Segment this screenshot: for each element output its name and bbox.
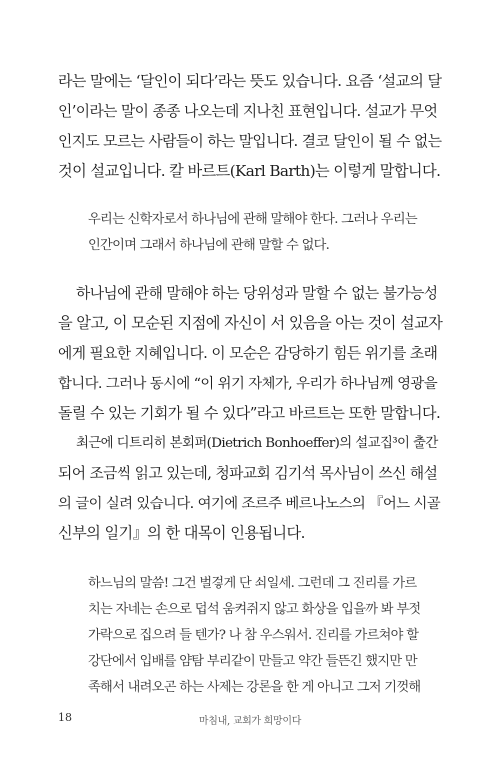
text-line: 최근에 디트리히 본회퍼(Dietrich Bonhoeffer)의 설교집³이 출간 [76, 436, 438, 451]
quote-line: 치는 자네는 손으로 덥석 움켜쥐지 않고 화상을 입을까 봐 부젓 [88, 602, 421, 617]
text-line: 하나님에 관해 말해야 하는 당위성과 말할 수 없는 불가능성 [76, 285, 438, 302]
quote-line: 가락으로 집으려 들 텐가? 나 참 우스워서. 진리를 가르쳐야 할 [88, 628, 419, 643]
text-line: 을 알고, 이 모순된 지점에 자신이 서 있음을 아는 것이 설교자 [58, 314, 443, 332]
quote-line: 족해서 내려오곤 하는 사제는 강론을 한 게 아니고 그저 기껏해 [88, 680, 421, 695]
text-line: 것이 설교입니다. 칼 바르트(Karl Barth)는 이렇게 말합니다. [58, 162, 441, 180]
text-line: 에게 필요한 지혜입니다. 이 모순은 감당하기 힘든 위기를 초래 [58, 345, 438, 362]
quote-line: 우리는 신학자로서 하나님에 관해 말해야 한다. 그러나 우리는 [88, 212, 417, 227]
page-number: 18 [58, 711, 72, 724]
text-line: 라는 말에는 ‘달인이 되다’라는 뜻도 있습니다. 요즘 ‘설교의 달 [58, 72, 442, 90]
quote-line: 인간이며 그래서 하나님에 관해 말할 수 없다. [88, 238, 330, 253]
quote-line: 강단에서 입배를 얌탐 부리같이 만들고 약간 들뜬긴 했지만 만 [88, 654, 417, 669]
text-line: 의 글이 실려 있습니다. 여기에 조르주 베르나노스의 『어느 시골 [58, 496, 441, 512]
text-line: 되어 조금씩 읽고 있는데, 청파교회 김기석 목사님이 쓰신 해설 [58, 465, 438, 482]
text-line: 돌릴 수 있는 기회가 될 수 있다”라고 바르트는 또한 말합니다. [58, 404, 441, 422]
quote-line: 하느님의 말씀! 그건 벌겋게 단 쇠일세. 그런데 그 진리를 가르 [88, 576, 417, 591]
text-line: 인’이라는 말이 종종 나오는데 지나친 표현입니다. 설교가 무엇 [58, 103, 438, 120]
running-title: 마침내, 교회가 희망이다 [198, 716, 302, 727]
text-line: 인지도 모르는 사람들이 하는 말입니다. 결코 달인이 될 수 없는 [58, 133, 442, 150]
text-line: 합니다. 그러나 동시에 “이 위기 자체가, 우리가 하나님께 영광을 [58, 376, 438, 392]
text-line: 신부의 일기』의 한 대목이 인용됩니다. [58, 524, 305, 542]
